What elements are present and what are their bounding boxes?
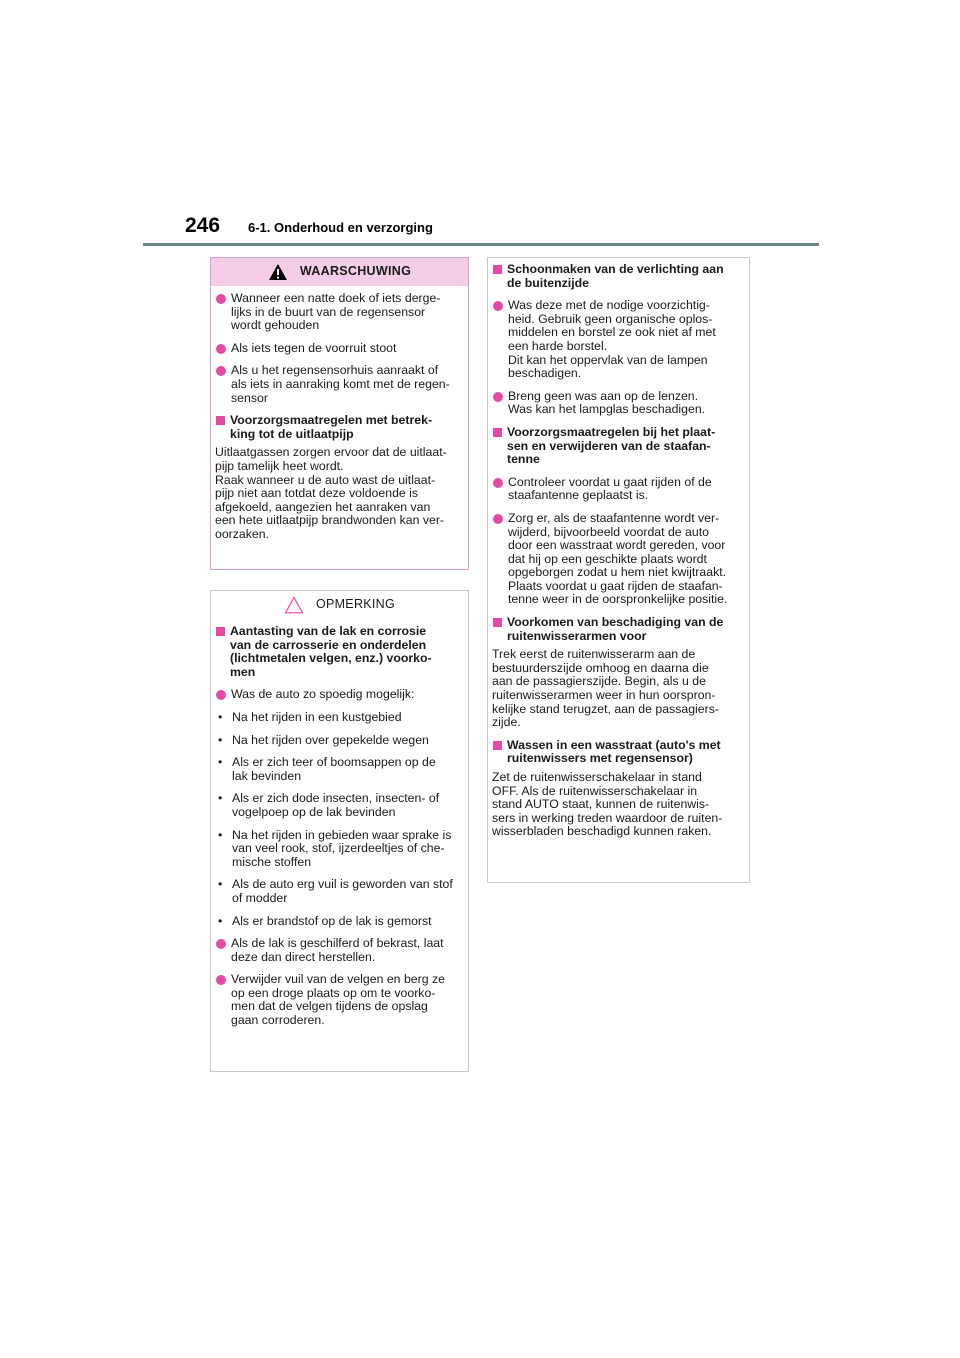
subheading-item xyxy=(215,625,462,679)
text-line: mische stoffen xyxy=(232,854,312,869)
text-line: (lichtmetalen velgen, enz.) voorko- xyxy=(230,651,432,666)
item-text xyxy=(232,878,453,905)
text-line: men dat de velgen tijdens de opslag xyxy=(231,999,428,1014)
item-text xyxy=(231,342,396,356)
text-line: ruitenwissers met regensensor) xyxy=(507,751,693,766)
text-line: sers in werking treden waardoor de ruiten- xyxy=(492,810,723,825)
text-line: bestuurderszijde omhoog en daarna die xyxy=(492,660,709,675)
text-line: een hete uitlaatpijp brandwonden kan ver- xyxy=(215,513,445,528)
circle-bullet-icon xyxy=(216,975,226,985)
text-line: Als u het regensensorhuis aanraakt of xyxy=(231,363,439,378)
text-line: sen en verwijderen van de staafan- xyxy=(507,438,711,453)
subheading-item xyxy=(215,414,462,441)
circle-bullet-icon xyxy=(493,301,503,311)
square-bullet-icon xyxy=(493,265,502,274)
text-line: OFF. Als de ruitenwisserschakelaar in xyxy=(492,783,698,798)
text-line: Plaats voordat u gaat rijden de staafan- xyxy=(508,578,723,593)
text-line: ruitenwisserarmen weer in hun oorspron- xyxy=(492,688,716,703)
bullet-item xyxy=(492,476,743,503)
bullet-item xyxy=(492,512,743,607)
dot-bullet-icon: • xyxy=(218,709,223,724)
caution-triangle-icon xyxy=(284,596,304,614)
item-text xyxy=(230,414,432,441)
item-text xyxy=(231,292,440,333)
text-line: tenne xyxy=(507,452,540,467)
square-bullet-icon xyxy=(493,428,502,437)
dot-list-item xyxy=(215,734,462,748)
text-line: Als iets tegen de voorruit stoot xyxy=(231,340,397,355)
right-body xyxy=(488,258,749,839)
circle-bullet-icon xyxy=(216,690,226,700)
subheading-item xyxy=(492,263,743,290)
text-line: als iets in aanraking komt met de regen- xyxy=(231,376,450,391)
text-line: door een wasstraat wordt gereden, voor xyxy=(508,538,726,553)
item-text xyxy=(492,771,743,839)
text-line: Zet de ruitenwisserschakelaar in stand xyxy=(492,770,702,784)
item-text xyxy=(232,792,439,819)
text-line: vogelpoep op de lak bevinden xyxy=(232,804,396,819)
text-line: kelijke stand terugzet, aan de passagiers- xyxy=(492,701,719,716)
bullet-item xyxy=(215,688,462,702)
text-line: Aantasting van de lak en corrosie xyxy=(230,624,427,638)
bullet-item xyxy=(215,342,462,356)
text-line: op een droge plaats op om te voorko- xyxy=(231,985,436,1000)
text-line: deze dan direct herstellen. xyxy=(231,949,376,964)
text-line: Na het rijden in een kustgebied xyxy=(232,709,402,724)
bullet-item xyxy=(215,937,462,964)
square-bullet-icon xyxy=(493,618,502,627)
item-text xyxy=(508,390,705,417)
text-line: Trek eerst de ruitenwisserarm aan de xyxy=(492,647,696,662)
text-line: wijderd, bijvoorbeeld voordat de auto xyxy=(508,524,709,539)
item-text xyxy=(508,512,727,607)
dot-list-item xyxy=(215,711,462,725)
item-text xyxy=(230,625,432,679)
item-text xyxy=(508,476,712,503)
dot-list-item xyxy=(215,829,462,870)
text-line: Als er zich dode insecten, insecten- of xyxy=(232,791,440,806)
text-line: ruitenwisserarmen voor xyxy=(507,628,647,643)
dot-bullet-icon: • xyxy=(218,732,223,747)
note-body xyxy=(211,619,468,1028)
item-text xyxy=(231,688,414,702)
text-line: sensor xyxy=(231,390,268,405)
subheading-item xyxy=(492,426,743,467)
text-line: wisserbladen beschadigd kunnen raken. xyxy=(492,824,712,839)
text-line: Breng geen was aan op de lenzen. xyxy=(508,388,699,403)
note-title: OPMERKING xyxy=(315,597,396,612)
text-line: aan de passagierszijde. Begin, als u de xyxy=(492,674,706,689)
warning-box xyxy=(210,257,469,570)
item-text xyxy=(492,648,743,730)
text-line: Na het rijden in gebieden waar sprake is xyxy=(232,827,452,842)
text-line: Voorzorgsmaatregelen met betrek- xyxy=(230,413,433,428)
text-line: men xyxy=(230,664,256,679)
circle-bullet-icon xyxy=(216,294,226,304)
text-line: opgeborgen zodat u hem niet kwijtraakt. xyxy=(508,565,727,580)
warning-header xyxy=(211,258,468,286)
subheading-item xyxy=(492,739,743,766)
text-line: Verwijder vuil van de velgen en berg ze xyxy=(231,972,445,987)
item-text xyxy=(215,446,462,541)
dot-bullet-icon: • xyxy=(218,791,223,806)
bullet-item xyxy=(215,364,462,405)
subheading-item xyxy=(492,616,743,643)
text-line: Als er zich teer of boomsappen op de xyxy=(232,755,436,770)
dot-bullet-icon: • xyxy=(218,877,223,892)
text-line: beschadigen. xyxy=(508,366,582,381)
warning-body xyxy=(211,286,468,542)
page-number: 246 xyxy=(185,214,221,237)
text-line: van de carrosserie en onderdelen xyxy=(230,637,427,652)
text-line: Zorg er, als de staafantenne wordt ver- xyxy=(508,510,720,525)
text-line: lijks in de buurt van de regensensor xyxy=(231,304,426,319)
item-text xyxy=(508,299,716,381)
bullet-item xyxy=(492,390,743,417)
text-line: Na het rijden over gepekelde wegen xyxy=(232,732,429,747)
bullet-item xyxy=(215,292,462,333)
circle-bullet-icon xyxy=(493,392,503,402)
text-line: staafantenne geplaatst is. xyxy=(508,488,649,503)
text-line: of modder xyxy=(232,890,288,905)
section-title: 6-1. Onderhoud en verzorging xyxy=(248,220,433,235)
text-line: Voorzorgsmaatregelen bij het plaat- xyxy=(507,424,716,439)
text-line: lak bevinden xyxy=(232,768,302,783)
dot-bullet-icon: • xyxy=(218,827,223,842)
text-line: Was de auto zo spoedig mogelijk: xyxy=(231,687,415,702)
circle-bullet-icon xyxy=(216,344,226,354)
paragraph xyxy=(492,771,743,839)
text-line: Raak wanneer u de auto wast de uitlaat- xyxy=(215,472,436,487)
text-line: stand AUTO staat, kunnen de ruitenwis- xyxy=(492,797,710,812)
text-line: zijde. xyxy=(492,715,521,730)
square-bullet-icon xyxy=(216,416,225,425)
warning-title: WAARSCHUWING xyxy=(299,264,412,279)
text-line: Dit kan het oppervlak van de lampen xyxy=(508,352,708,367)
text-line: afgekoeld, aangezien het aanraken van xyxy=(215,499,431,514)
item-text xyxy=(507,263,724,290)
text-line: pijp niet aan totdat deze voldoende is xyxy=(215,486,419,501)
text-line: Als de auto erg vuil is geworden van stof xyxy=(232,877,453,892)
note-header xyxy=(211,591,468,619)
right-column-box xyxy=(487,257,750,883)
text-line: heid. Gebruik geen organische oplos- xyxy=(508,311,713,326)
text-line: Was deze met de nodige voorzichtig- xyxy=(508,298,710,313)
text-line: dat hij op een geschikte plaats wordt xyxy=(508,551,707,566)
text-line: gaan corroderen. xyxy=(231,1013,325,1028)
text-line: pijp tamelijk heet wordt. xyxy=(215,458,344,473)
circle-bullet-icon xyxy=(493,478,503,488)
bullet-item xyxy=(492,299,743,381)
text-line: Als de lak is geschilferd of bekrast, laat xyxy=(231,936,444,951)
dot-bullet-icon: • xyxy=(218,913,223,928)
item-text xyxy=(232,711,402,725)
dot-bullet-icon: • xyxy=(218,755,223,770)
item-text xyxy=(507,616,723,643)
text-line: Als er brandstof op de lak is gemorst xyxy=(232,913,432,928)
text-line: Wanneer een natte doek of iets derge- xyxy=(231,291,441,305)
text-line: middelen en borstel ze ook niet af met xyxy=(508,325,716,340)
text-line: Controleer voordat u gaat rijden of de xyxy=(508,474,712,489)
circle-bullet-icon xyxy=(216,939,226,949)
dot-list-item xyxy=(215,756,462,783)
text-line: Schoonmaken van de verlichting aan xyxy=(507,262,724,276)
item-text xyxy=(232,915,432,929)
text-line: Wassen in een wasstraat (auto's met xyxy=(507,737,721,752)
circle-bullet-icon xyxy=(216,366,226,376)
item-text xyxy=(232,829,451,870)
text-line: een harde borstel. xyxy=(508,338,608,353)
circle-bullet-icon xyxy=(493,514,503,524)
item-text xyxy=(232,756,436,783)
dot-list-item xyxy=(215,878,462,905)
item-text xyxy=(507,426,715,467)
item-text xyxy=(232,734,429,748)
text-line: tenne weer in de oorspronkelijke positie. xyxy=(508,592,728,607)
paragraph xyxy=(215,446,462,541)
text-line: king tot de uitlaatpijp xyxy=(230,426,354,441)
paragraph xyxy=(492,648,743,730)
header-rule xyxy=(143,243,819,246)
text-line: Voorkomen van beschadiging van de xyxy=(507,615,724,630)
item-text xyxy=(231,973,445,1027)
text-line: van veel rook, stof, ijzerdeeltjes of che- xyxy=(232,841,445,856)
square-bullet-icon xyxy=(216,627,225,636)
item-text xyxy=(507,739,721,766)
square-bullet-icon xyxy=(493,741,502,750)
text-line: de buitenzijde xyxy=(507,275,589,290)
dot-list-item xyxy=(215,792,462,819)
text-line: oorzaken. xyxy=(215,526,270,541)
text-line: Was kan het lampglas beschadigen. xyxy=(508,402,706,417)
bullet-item xyxy=(215,973,462,1027)
dot-list-item xyxy=(215,915,462,929)
note-box xyxy=(210,590,469,1072)
text-line: wordt gehouden xyxy=(231,318,320,333)
warning-triangle-icon xyxy=(268,263,288,281)
item-text xyxy=(231,364,450,405)
text-line: Uitlaatgassen zorgen ervoor dat de uitlaat- xyxy=(215,445,447,460)
item-text xyxy=(231,937,444,964)
